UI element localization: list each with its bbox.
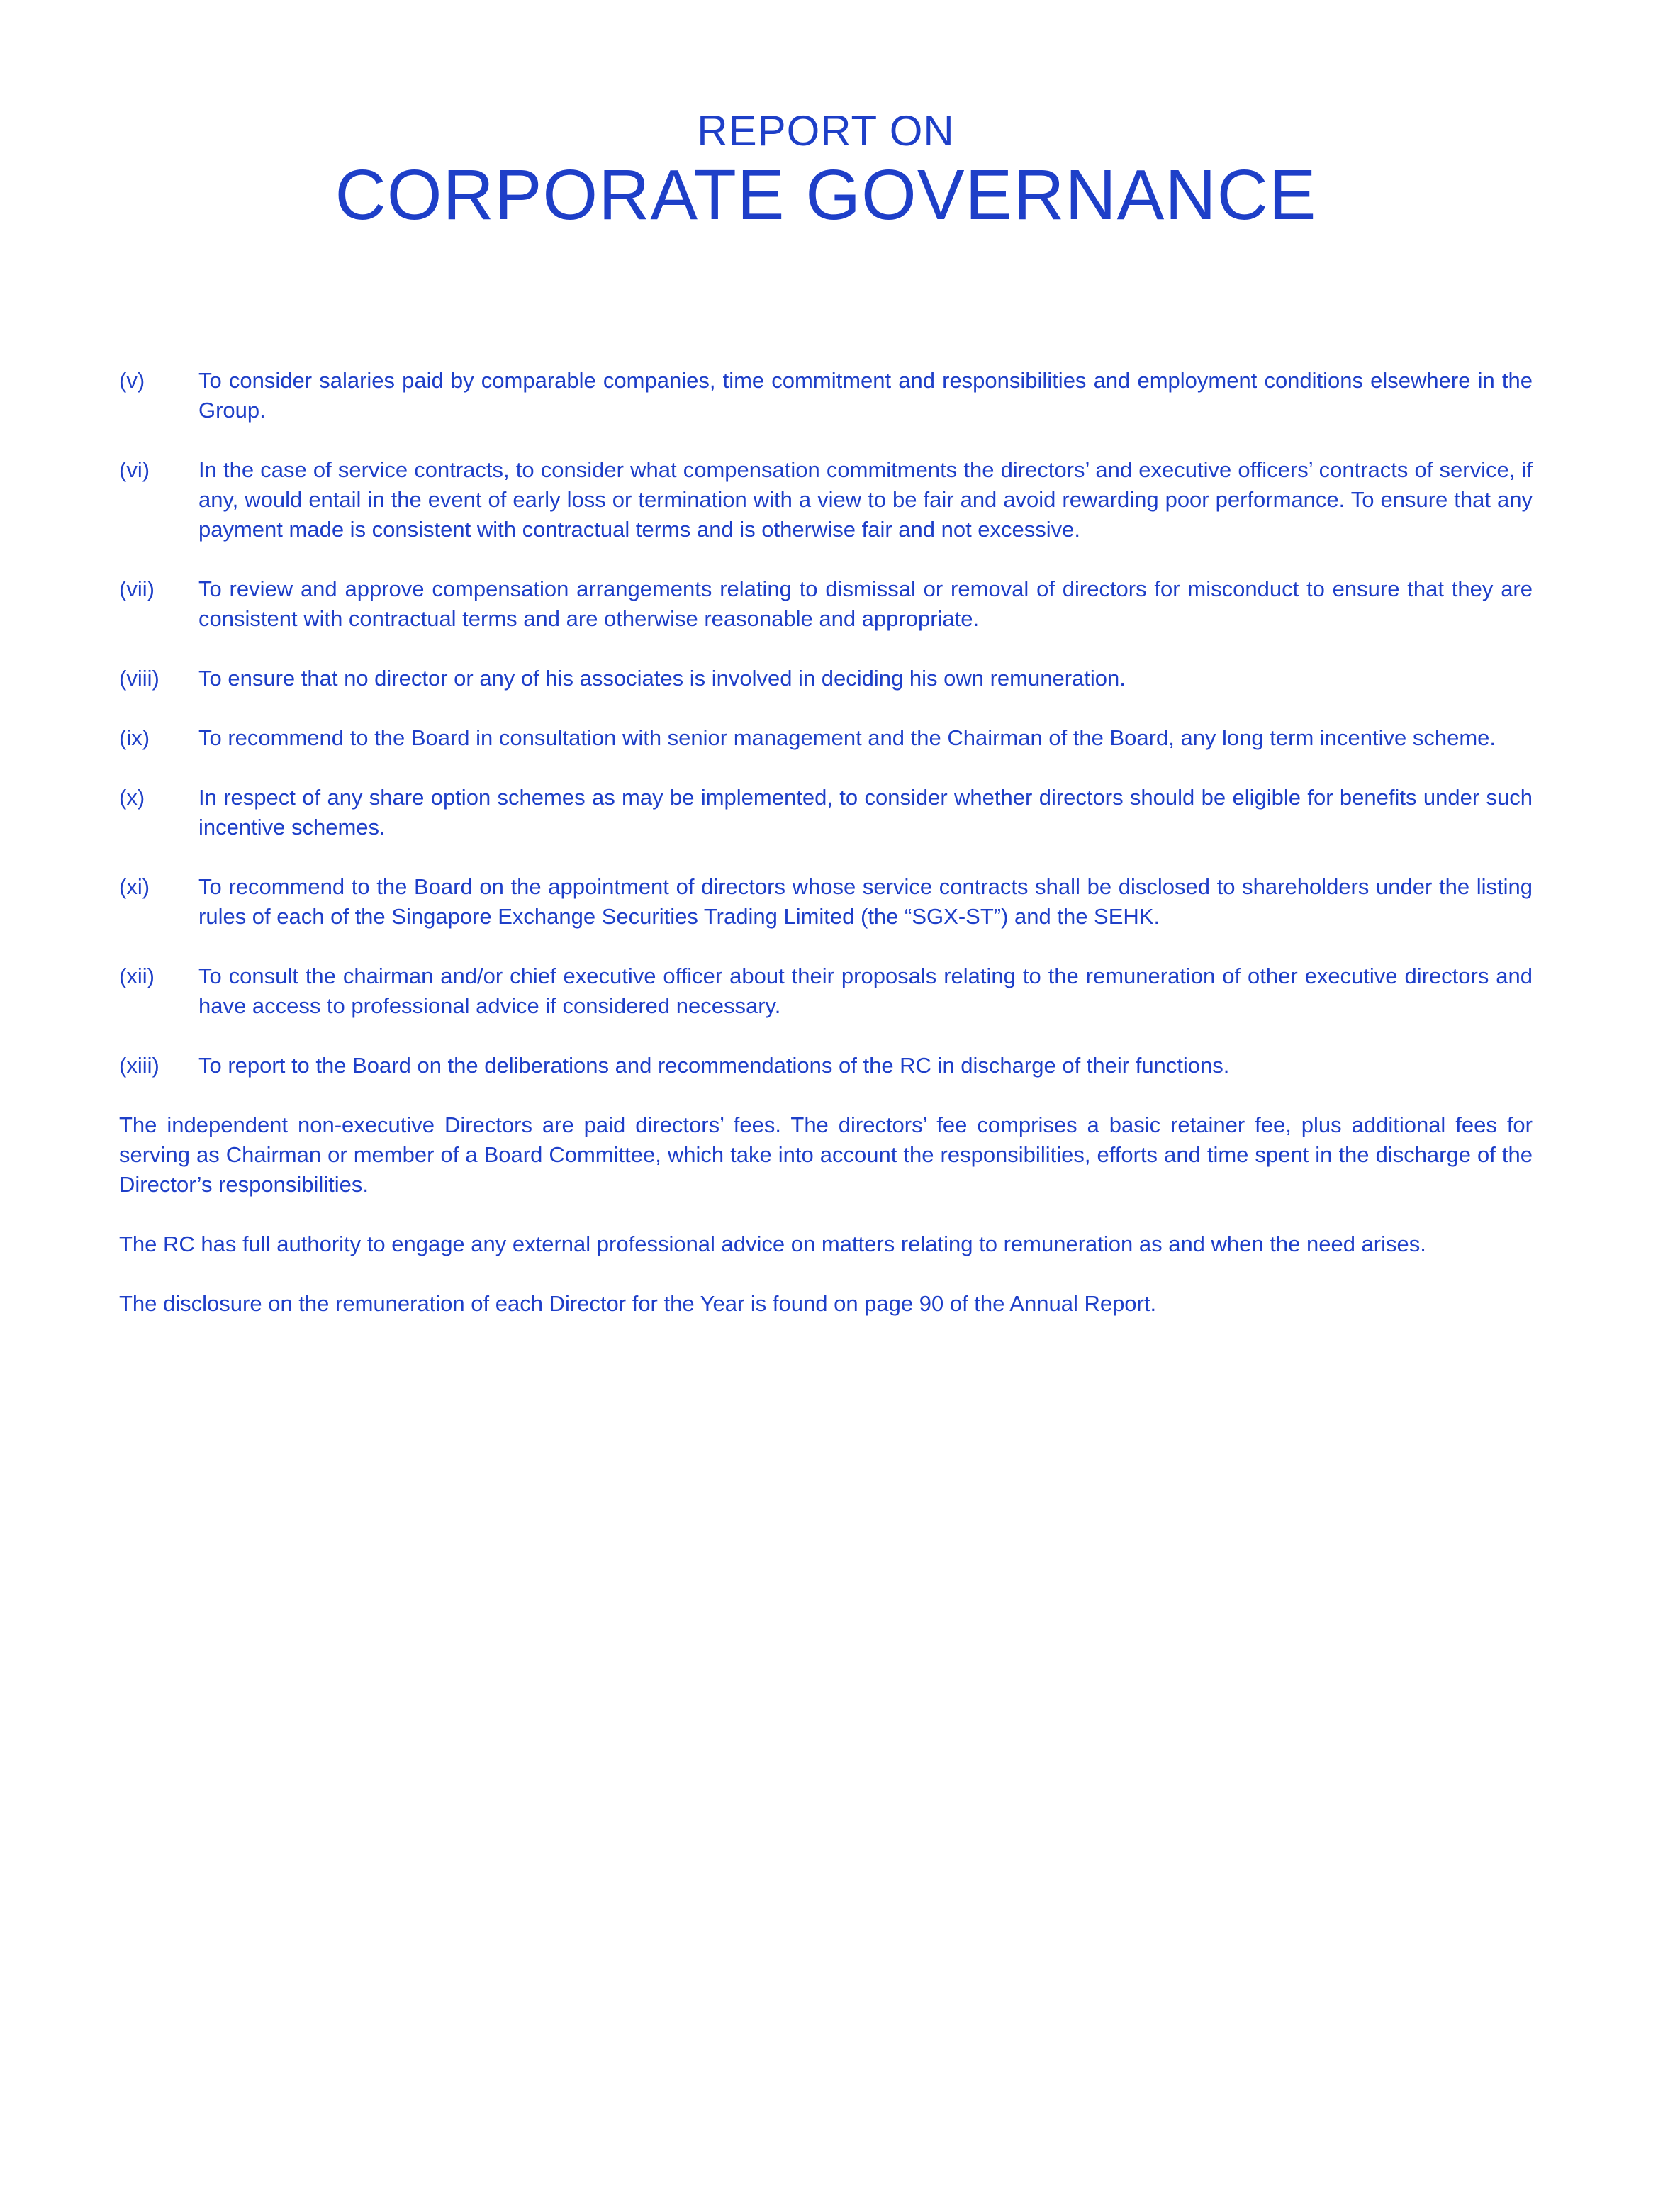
list-item-text: In respect of any share option schemes as may be implemented, to consider whether directors should be eligible for benefits under such incentive schemes. xyxy=(198,785,1533,839)
list-item-text: To consult the chairman and/or chief executive officer about their proposals relating to the remuneration of other executive directors and have access to professional advice if considered necessary. xyxy=(198,964,1533,1018)
list-item-text: To recommend to the Board on the appointment of directors whose service contracts shall be disclosed to shareholders under the listing rules of each of the Singapore Exchange Securities Trading Limited (the “SGX-ST”) and the SEHK. xyxy=(198,874,1533,929)
page-header xyxy=(0,106,1652,234)
list-item-number: (xii) xyxy=(119,964,155,988)
list-item xyxy=(119,574,1533,634)
list-item xyxy=(119,664,1533,693)
list-item-text: To ensure that no director or any of his associates is involved in deciding his own remuneration. xyxy=(198,666,1126,691)
list-item-number: (viii) xyxy=(119,666,159,691)
body-content xyxy=(119,366,1533,1349)
list-item-text: To report to the Board on the deliberations and recommendations of the RC in discharge of their functions. xyxy=(198,1053,1230,1078)
body-paragraph: The disclosure on the remuneration of each Director for the Year is found on page 90 of the Annual Report. xyxy=(119,1291,1157,1316)
list-item xyxy=(119,961,1533,1021)
list-item-text: To consider salaries paid by comparable companies, time commitment and responsibilities and employment conditions elsewhere in the Group. xyxy=(198,368,1533,423)
list-item-number: (v) xyxy=(119,368,145,393)
header-title: CORPORATE GOVERNANCE xyxy=(335,155,1317,235)
list-item xyxy=(119,455,1533,545)
list-item-number: (x) xyxy=(119,785,145,810)
header-subtitle: REPORT ON xyxy=(697,107,955,155)
list-item-number: (ix) xyxy=(119,725,150,750)
list-item xyxy=(119,872,1533,932)
list-item-number: (vi) xyxy=(119,457,150,482)
body-paragraph: The RC has full authority to engage any external professional advice on matters relating to remuneration as and when the need arises. xyxy=(119,1232,1426,1256)
list-item xyxy=(119,1051,1533,1081)
list-item-number: (xi) xyxy=(119,874,150,899)
list-item-number: (vii) xyxy=(119,576,155,601)
list-item xyxy=(119,723,1533,753)
list-item xyxy=(119,783,1533,842)
list-item-text: To review and approve compensation arrangements relating to dismissal or removal of directors for misconduct to ensure that they are consistent with contractual terms and are otherwise reasonable and appropriate. xyxy=(198,576,1533,631)
list-item xyxy=(119,366,1533,425)
list-item-number: (xiii) xyxy=(119,1053,159,1078)
body-paragraph: The independent non-executive Directors are paid directors’ fees. The directors’ fee comprises a basic retainer fee, plus additional fees for serving as Chairman or member of a Board Committee, which take into account the responsibilities, efforts and time spent in the discharge of the Director’s responsibilities. xyxy=(119,1112,1533,1197)
list-item-text: In the case of service contracts, to consider what compensation commitments the directors’ and executive officers’ contracts of service, if any, would entail in the event of early loss or termination with a view to be fair and avoid rewarding poor performance. To ensure that any payment made is consistent with contractual terms and is otherwise fair and not excessive. xyxy=(198,457,1533,542)
list-item-text: To recommend to the Board in consultation with senior management and the Chairman of the Board, any long term incentive scheme. xyxy=(198,725,1496,750)
